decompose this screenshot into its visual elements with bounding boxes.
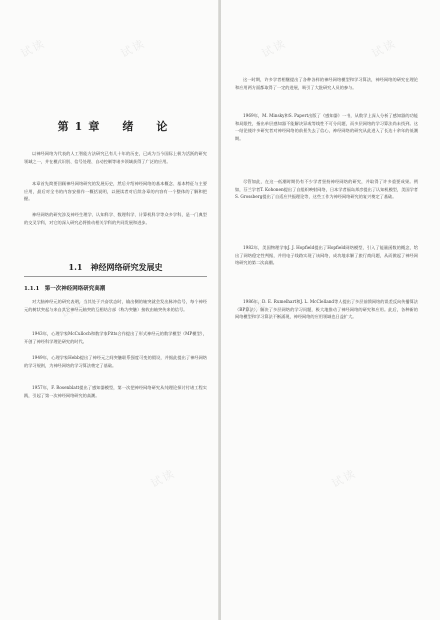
watermark: 试读 — [259, 36, 289, 61]
subsection-title: 1.1.1 第一次神经网络研究高潮 — [24, 286, 106, 292]
section-title — [24, 262, 207, 277]
intro-paragraph: 神经网络的研究涉及神经生理学、认知科学、数理科学、计算机科学等众多学科，是一门典型的交叉学科，对它的深入研究必将推动相关学科的共同发展和进步。 — [24, 212, 207, 225]
watermark: 试读 — [369, 36, 399, 61]
intro-paragraph: 本章首先简要回顾神经网络研究的发展历史，然后介绍神经网络的基本概念、基本特征与主要应用，最后对全书的内容安排作一概括说明，以便读者对后续各章的内容有一个整体的了解和把握。 — [24, 181, 207, 202]
watermark: 试读 — [58, 296, 88, 321]
left-page — [0, 0, 219, 620]
watermark: 试读 — [18, 36, 48, 61]
body-paragraph: 1986年，D. E. Rumelhart和J. L. McClelland等人提出了多层前馈网络的误差反向传播算法（BP算法），解决了多层网络的学习问题，极大地推动了神经网络的研究和应用。此后，各种新的网络模型和学习算法不断涌现，神经网络的应用领域也日益扩大。 — [235, 299, 418, 320]
body-paragraph: 1969年，M. Minsky和S. Papert出版了《感知器》一书，从数学上深入分析了感知器的功能和局限性，指出单层感知器不能解决异或等线性不可分问题，而多层网络的学习算法尚未找到。这一结论使许多研究者对神经网络的前景失去了信心，神经网络的研究从此进入了长达十余年的低潮期。 — [235, 113, 418, 141]
watermark: 试读 — [118, 36, 148, 61]
intro-paragraph: 以神经网络为代表的人工智能方法研究已有几十年的历史，已成为当今国际上极为活跃的研究领域之一，并在模式识别、信号处理、自动控制等诸多领域获得了广泛的应用。 — [24, 151, 207, 164]
watermark: 试读 — [329, 466, 359, 491]
watermark: 试读 — [148, 466, 178, 491]
section-title-text: 1.1 神经网络研究发展史 — [68, 262, 163, 272]
chapter-title: 第1章 绪 论 — [57, 120, 174, 133]
body-paragraph: 1982年，美国物理学家J. J. Hopfield提出了Hopfield网络模型，引入了能量函数的概念，给出了网络稳定性判据，并用电子线路实现了该网络，成功地求解了旅行商问题，从而掀起了神经网络研究的第二次高潮。 — [235, 245, 418, 266]
body-paragraph: 对大脑神经元的研究表明，当其处于兴奋状态时，输出侧的轴突就会发出脉冲信号，每个神经元的树状突起与来自其它神经元轴突的互相结合部（称为突触）接收由轴突传来的信号。 — [24, 299, 207, 312]
watermark: 试读 — [239, 296, 269, 321]
section-rule — [24, 276, 207, 277]
right-page — [221, 0, 440, 620]
body-paragraph: 这一时期，许多学者相继提出了各种各样的神经网络模型和学习算法，神经网络的研究在理论和应用两方面都取得了一定的进展，吸引了大批研究人员的参与。 — [235, 77, 418, 90]
body-paragraph: 尽管如此，在这一低潮时期仍有不少学者坚持神经网络的研究，并取得了许多重要成果。例如，芬兰学者T. Kohonen提出了自组织映射网络，日本学者福岛邦彦提出了认知机模型，美国学者S. Grossberg提出了自适应共振理论等，这些工作为神经网络研究的复兴奠定了基础。 — [235, 179, 418, 200]
body-paragraph: 1943年，心理学家McCulloch和数学家Pitts合作提出了形式神经元的数学模型（MP模型），开创了神经科学理论研究的时代。 — [24, 331, 207, 344]
body-paragraph: 1957年，F. Rosenblatt提出了感知器模型，第一次把神经网络研究从纯理论探讨付诸工程实践，引起了第一次神经网络研究的高潮。 — [24, 385, 207, 398]
body-paragraph: 1949年，心理学家Hebb提出了神经元之间突触联系强度可变的假设，并据此提出了神经网络的学习规则，为神经网络的学习算法奠定了基础。 — [24, 355, 207, 368]
